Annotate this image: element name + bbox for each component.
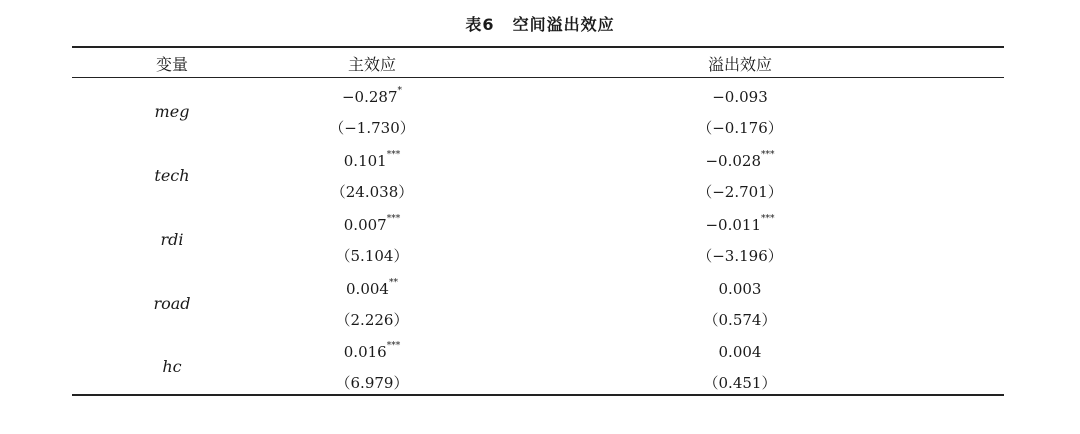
main-t-statistic: （2.226） (335, 311, 409, 329)
table-row (72, 210, 1004, 274)
header-main-effect: 主效应 (347, 55, 396, 74)
main-coefficient: −0.287* (341, 86, 402, 106)
main-coefficient: 0.016*** (343, 341, 401, 361)
main-t-statistic: （6.979） (335, 374, 409, 392)
significance-mark: *** (761, 214, 775, 224)
significance-mark: *** (386, 341, 401, 351)
main-coefficient: 0.101*** (343, 150, 401, 170)
spillover-t-statistic: （−3.196） (697, 247, 783, 265)
main-t-statistic: （24.038） (330, 183, 414, 201)
header-variable: 变量 (155, 55, 188, 74)
variable-name: tech (154, 166, 190, 185)
table-caption (0, 12, 1080, 35)
table-row (72, 82, 1004, 146)
header-spillover-effect: 溢出效应 (707, 55, 772, 74)
spillover-t-statistic: （0.451） (703, 374, 777, 392)
significance-mark: *** (761, 150, 775, 160)
spillover-t-statistic: （0.574） (703, 311, 777, 329)
spillover-coefficient: −0.093 (712, 88, 768, 106)
significance-mark: * (397, 86, 402, 96)
table-row (72, 146, 1004, 210)
table-number: 表6 (465, 15, 495, 34)
bottom-rule (72, 394, 1004, 396)
table-row (72, 274, 1004, 338)
significance-mark: *** (386, 150, 401, 160)
variable-name: rdi (160, 230, 184, 249)
significance-mark: ** (388, 278, 398, 288)
table-row (72, 337, 1004, 401)
spillover-coefficient: 0.003 (718, 280, 762, 298)
spillover-coefficient: −0.028*** (705, 150, 775, 170)
main-coefficient: 0.004** (346, 278, 398, 298)
spillover-t-statistic: （−2.701） (697, 183, 783, 201)
spillover-t-statistic: （−0.176） (697, 119, 783, 137)
main-t-statistic: （−1.730） (329, 119, 415, 137)
variable-name: meg (154, 102, 190, 121)
header-rule (72, 77, 1004, 78)
table-title: 空间溢出效应 (512, 15, 615, 34)
variable-name: hc (162, 357, 182, 376)
spillover-coefficient: 0.004 (718, 343, 762, 361)
spillover-coefficient: −0.011*** (705, 214, 775, 234)
top-rule (72, 46, 1004, 48)
main-t-statistic: （5.104） (335, 247, 409, 265)
significance-mark: *** (386, 214, 401, 224)
main-coefficient: 0.007*** (343, 214, 401, 234)
variable-name: road (153, 294, 191, 313)
